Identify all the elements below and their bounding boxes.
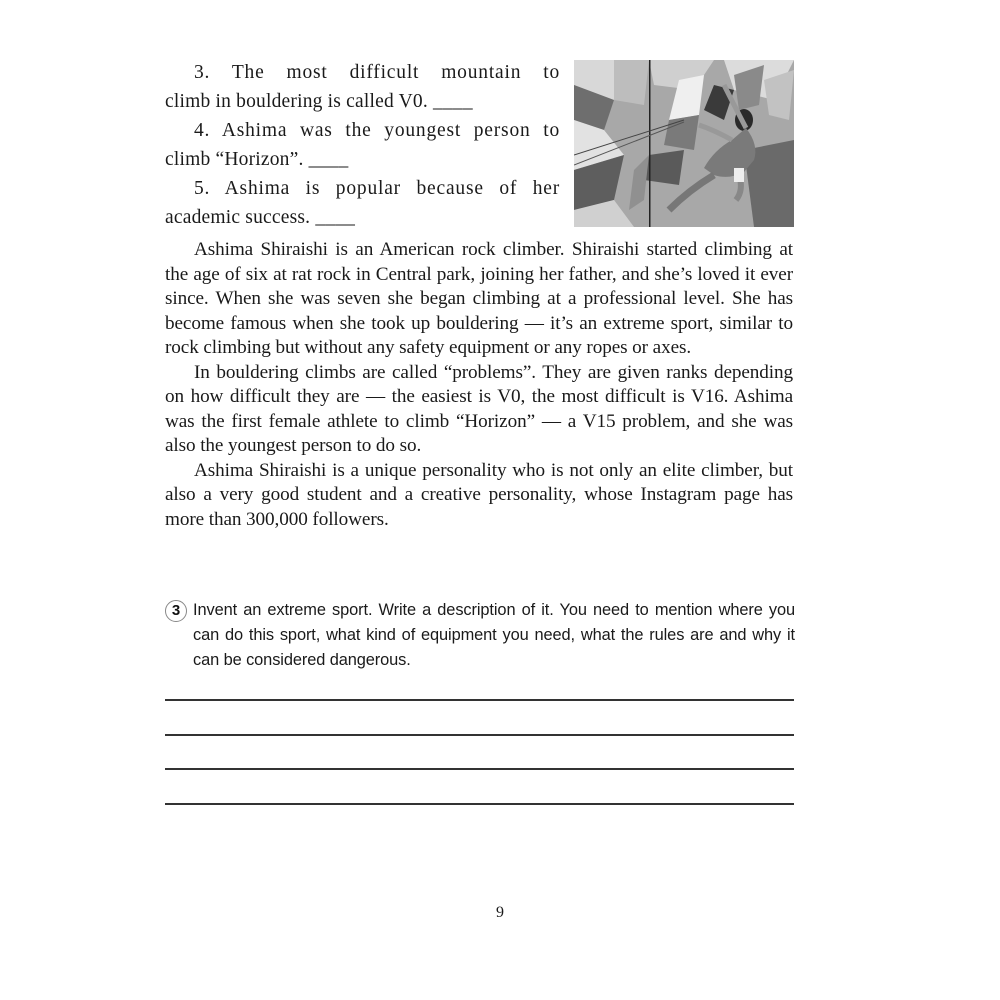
question-4: [165, 116, 560, 174]
question-4-line-1: 4. Ashima was the youngest person to: [194, 120, 560, 141]
page-number: 9: [496, 904, 504, 921]
answer-line-2[interactable]: [165, 734, 794, 736]
question-5-line-1: 5. Ashima is popular because of her: [194, 178, 560, 199]
article-paragraph-1: Ashima Shiraishi is an American rock climber. Shiraishi started climbing at the age of six at rat rock in Central park, joining her father, and she’s loved it ever since. When she was seven she began climbing at a professional level. She has become famous when she took up bouldering — it’s an extreme sport, similar to rock climbing but without any safety equipment or any ropes or axes.: [165, 239, 793, 358]
question-3-line-1: 3. The most difficult mountain to: [194, 62, 560, 83]
article-paragraph-3: Ashima Shiraishi is a unique personality who is not only an elite climber, but also a very good student and a creative personality, whose Instagram page has more than 300,000 followers.: [165, 459, 793, 530]
climbing-wall-image: [574, 60, 794, 227]
task-instruction: Invent an extreme sport. Write a description of it. You need to mention where you can do this sport, what kind of equipment you need, what the rules are and why it can be considered dangerous.: [193, 601, 795, 669]
answer-line-3[interactable]: [165, 768, 794, 770]
article-text: [165, 238, 793, 532]
task-number-badge: 3: [165, 600, 187, 622]
writing-task: [165, 598, 795, 673]
article-paragraph-2: In bouldering climbs are called “problems”. They are given ranks depending on how difficult they are — the easiest is V0, the most difficult is V16. Ashima was the first female athlete to climb “Horizon” — a V15 problem, and she was also the youngest person to do so.: [165, 361, 793, 456]
answer-line-4[interactable]: [165, 803, 794, 805]
question-5-line-2: academic success. ____: [165, 207, 356, 228]
climber-photo: [574, 60, 794, 227]
question-4-line-2: climb “Horizon”. ____: [165, 149, 349, 170]
question-3-line-2: climb in bouldering is called V0. ____: [165, 91, 473, 112]
answer-line-1[interactable]: [165, 699, 794, 701]
question-5: [165, 174, 560, 232]
true-false-questions: [165, 58, 560, 232]
question-3: [165, 58, 560, 116]
